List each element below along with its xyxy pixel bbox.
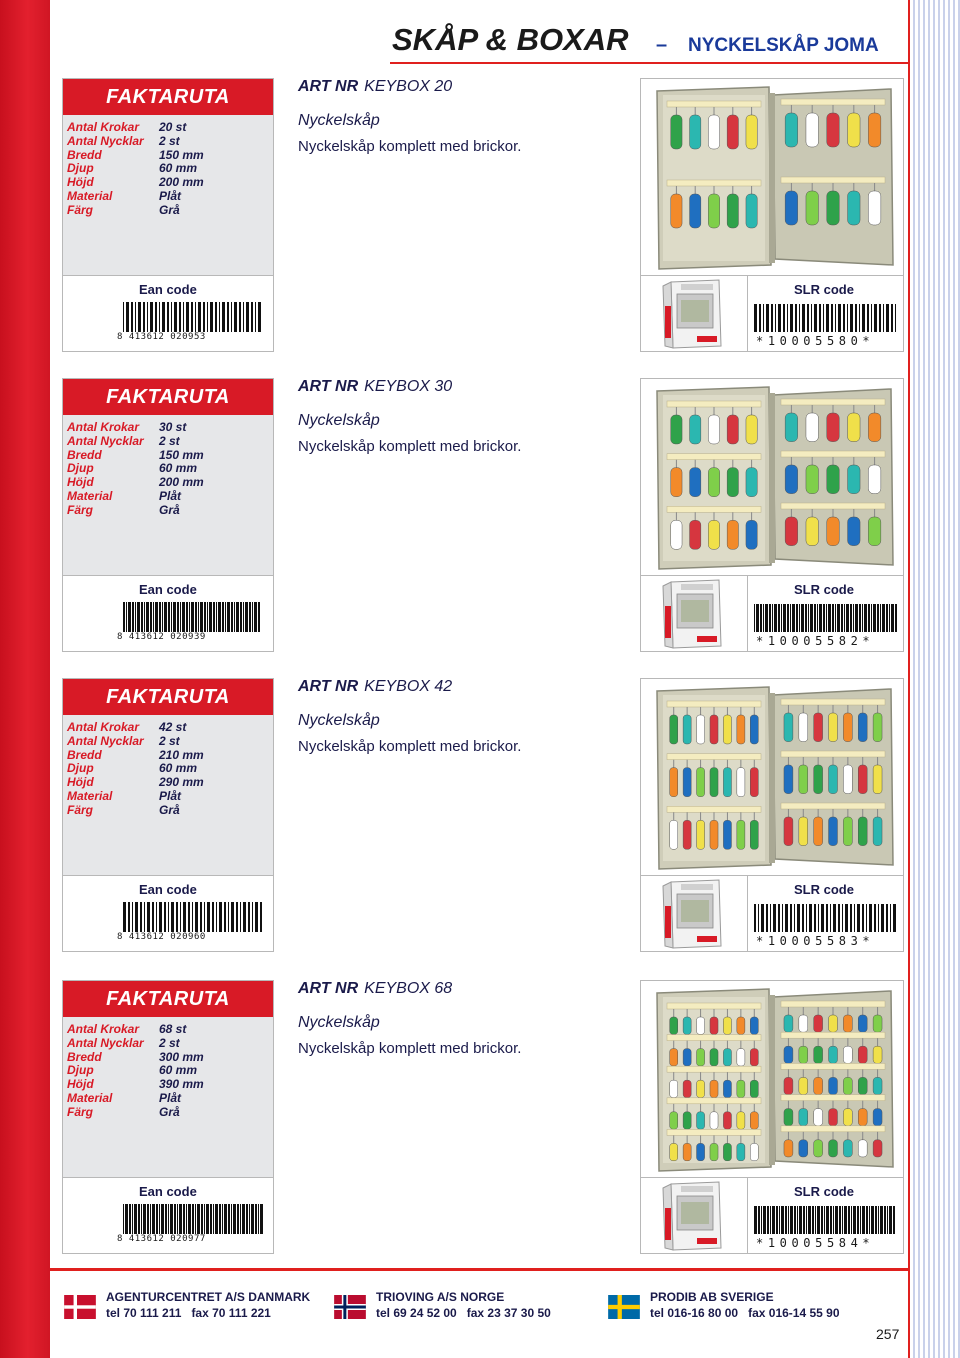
slr-code-box — [748, 576, 904, 652]
fact-value: 300 mm — [159, 1049, 204, 1064]
norway-flag-icon — [332, 1295, 368, 1319]
fact-value: 200 mm — [159, 475, 204, 490]
package-photo — [640, 576, 748, 652]
key-cabinet-image — [641, 379, 903, 575]
fact-value: 210 mm — [159, 747, 204, 762]
slr-code-label: SLR code — [794, 882, 854, 897]
fact-value: Grå — [159, 202, 180, 217]
footer-fax: fax 016-14 55 90 — [748, 1306, 840, 1320]
ean-code-label: Ean code — [139, 882, 197, 897]
slr-code-label: SLR code — [794, 282, 854, 297]
art-title: Nyckelskåp — [298, 112, 380, 129]
fact-label: Antal Krokar — [67, 720, 140, 734]
fact-row-krokar — [67, 421, 273, 435]
fact-row-nycklar — [67, 735, 273, 749]
product-section — [50, 378, 908, 678]
fact-label: Material — [67, 1090, 113, 1105]
fact-row-farg — [67, 804, 273, 818]
slr-code-digits: *10005584* — [756, 1236, 875, 1250]
fact-label: Antal Krokar — [67, 120, 140, 134]
package-box-image — [641, 576, 747, 650]
article-info — [298, 980, 638, 1057]
fact-label: Antal Nycklar — [67, 133, 144, 148]
fact-row-bredd — [67, 1051, 273, 1065]
key-cabinet-image — [641, 679, 903, 875]
slr-barcode-icon — [754, 904, 898, 932]
fact-rows — [63, 115, 273, 218]
fact-label: Bredd — [67, 447, 102, 462]
fact-row-nycklar — [67, 135, 273, 149]
fact-label: Antal Krokar — [67, 1022, 140, 1036]
fact-box-title: FAKTARUTA — [63, 79, 273, 115]
slr-barcode-icon — [754, 604, 898, 632]
fact-row-farg — [67, 204, 273, 218]
package-photo — [640, 1178, 748, 1254]
package-box-image — [641, 1178, 747, 1252]
fact-value: 150 mm — [159, 147, 204, 162]
fact-box-title: FAKTARUTA — [63, 379, 273, 415]
ean-code-digits: 8 413612 020977 — [117, 1234, 206, 1244]
fact-label: Antal Nycklar — [67, 433, 144, 448]
fact-label: Bredd — [67, 747, 102, 762]
fact-box — [62, 78, 274, 276]
art-description: Nyckelskåp komplett med brickor. — [298, 1040, 522, 1057]
fact-row-djup — [67, 1064, 273, 1078]
slr-code-label: SLR code — [794, 1184, 854, 1199]
ean-barcode-icon — [123, 1204, 263, 1236]
fact-row-djup — [67, 762, 273, 776]
art-description: Nyckelskåp komplett med brickor. — [298, 738, 522, 755]
slr-code-box — [748, 1178, 904, 1254]
footer-fax: fax 23 37 30 50 — [466, 1306, 551, 1320]
fact-box — [62, 378, 274, 576]
ean-barcode-icon — [123, 302, 263, 334]
fact-label: Färg — [67, 502, 94, 517]
fact-value: 60 mm — [159, 1063, 198, 1078]
ean-code-label: Ean code — [139, 582, 197, 597]
fact-label: Antal Nycklar — [67, 733, 144, 748]
slr-code-digits: *10005582* — [756, 634, 875, 648]
fact-value: Plåt — [159, 188, 182, 203]
footer — [50, 1285, 908, 1325]
fact-label: Material — [67, 488, 113, 503]
fact-label: Material — [67, 188, 113, 203]
footer-company: TRIOVING A/S NORGE — [376, 1290, 505, 1304]
fact-row-djup — [67, 462, 273, 476]
denmark-flag-icon — [62, 1295, 98, 1319]
fact-row-material — [67, 1092, 273, 1106]
fact-row-material — [67, 490, 273, 504]
fact-value: 2 st — [159, 1035, 180, 1050]
article-info — [298, 78, 638, 155]
fact-label: Djup — [67, 161, 94, 176]
fact-label: Färg — [67, 802, 94, 817]
fact-value: 68 st — [159, 1022, 187, 1036]
footer-phone: tel 70 111 211 — [106, 1306, 182, 1320]
slr-code-box — [748, 276, 904, 352]
footer-phone: tel 016-16 80 00 — [650, 1306, 739, 1320]
fact-value: Grå — [159, 802, 180, 817]
slr-code-digits: *10005583* — [756, 934, 875, 948]
slr-code-digits: *10005580* — [756, 334, 875, 348]
fact-value: 2 st — [159, 733, 180, 748]
footer-phone: tel 69 24 52 00 — [376, 1306, 457, 1320]
page-header — [50, 22, 908, 66]
fact-label: Antal Krokar — [67, 420, 140, 434]
footer-divider — [50, 1268, 908, 1271]
package-photo — [640, 276, 748, 352]
fact-row-material — [67, 790, 273, 804]
fact-label: Antal Nycklar — [67, 1035, 144, 1050]
left-red-strip — [0, 0, 50, 1358]
footer-norway — [332, 1285, 602, 1325]
article-info — [298, 378, 638, 455]
ean-code-box — [62, 576, 274, 652]
fact-value: 42 st — [159, 720, 187, 734]
key-cabinet-image — [641, 79, 903, 275]
fact-label: Höjd — [67, 775, 94, 790]
fact-row-krokar — [67, 721, 273, 735]
fact-label: Färg — [67, 202, 94, 217]
fact-value: 2 st — [159, 433, 180, 448]
art-model: KEYBOX 20 — [364, 78, 453, 95]
product-section — [50, 980, 908, 1280]
product-section — [50, 78, 908, 378]
ean-code-digits: 8 413612 020939 — [117, 632, 206, 642]
article-info — [298, 678, 638, 755]
ean-barcode-icon — [123, 902, 263, 934]
fact-label: Höjd — [67, 1077, 94, 1092]
fact-box-title: FAKTARUTA — [63, 679, 273, 715]
fact-label: Färg — [67, 1104, 94, 1119]
fact-value: 390 mm — [159, 1077, 204, 1092]
art-nr-label: ART NR — [298, 678, 359, 695]
fact-label: Höjd — [67, 475, 94, 490]
fact-label: Bredd — [67, 1049, 102, 1064]
footer-denmark — [62, 1285, 332, 1325]
fact-rows — [63, 715, 273, 818]
product-photo — [640, 980, 904, 1178]
fact-row-krokar — [67, 121, 273, 135]
art-nr-label: ART NR — [298, 378, 359, 395]
fact-value: Grå — [159, 1104, 180, 1119]
ean-code-digits: 8 413612 020960 — [117, 932, 206, 942]
fact-row-hojd — [67, 176, 273, 190]
fact-value: Plåt — [159, 1090, 182, 1105]
fact-row-bredd — [67, 149, 273, 163]
slr-code-box — [748, 876, 904, 952]
fact-row-krokar — [67, 1023, 273, 1037]
product-photo — [640, 78, 904, 276]
footer-company: PRODIB AB SVERIGE — [650, 1290, 774, 1304]
fact-box-title: FAKTARUTA — [63, 981, 273, 1017]
art-title: Nyckelskåp — [298, 1014, 380, 1031]
sweden-flag-icon — [606, 1295, 642, 1319]
package-photo — [640, 876, 748, 952]
fact-row-hojd — [67, 1078, 273, 1092]
fact-label: Djup — [67, 461, 94, 476]
package-box-image — [641, 276, 747, 350]
fact-value: 150 mm — [159, 447, 204, 462]
fact-row-bredd — [67, 749, 273, 763]
fact-rows — [63, 415, 273, 518]
header-divider — [390, 62, 908, 64]
page-title: SKÅP & BOXAR — [392, 22, 629, 57]
footer-sweden — [606, 1285, 896, 1325]
ean-code-label: Ean code — [139, 1184, 197, 1199]
fact-value: 290 mm — [159, 775, 204, 790]
page-subtitle: NYCKELSKÅP JOMA — [688, 35, 879, 56]
fact-box — [62, 980, 274, 1178]
fact-row-nycklar — [67, 1037, 273, 1051]
fact-rows — [63, 1017, 273, 1120]
product-photo — [640, 378, 904, 576]
product-section — [50, 678, 908, 978]
art-description: Nyckelskåp komplett med brickor. — [298, 138, 522, 155]
key-cabinet-image — [641, 981, 903, 1177]
ean-code-box — [62, 1178, 274, 1254]
art-nr-label: ART NR — [298, 78, 359, 95]
slr-barcode-icon — [754, 1206, 898, 1234]
art-nr-label: ART NR — [298, 980, 359, 997]
fact-row-djup — [67, 162, 273, 176]
art-model: KEYBOX 42 — [364, 678, 453, 695]
fact-row-nycklar — [67, 435, 273, 449]
fact-row-farg — [67, 1106, 273, 1120]
fact-value: Grå — [159, 502, 180, 517]
fact-label: Material — [67, 788, 113, 803]
art-description: Nyckelskåp komplett med brickor. — [298, 438, 522, 455]
fact-value: 60 mm — [159, 761, 198, 776]
fact-label: Bredd — [67, 147, 102, 162]
art-title: Nyckelskåp — [298, 412, 380, 429]
fact-row-material — [67, 190, 273, 204]
fact-value: Plåt — [159, 488, 182, 503]
fact-row-farg — [67, 504, 273, 518]
slr-code-label: SLR code — [794, 582, 854, 597]
ean-code-label: Ean code — [139, 282, 197, 297]
fact-value: 30 st — [159, 420, 187, 434]
fact-label: Djup — [67, 761, 94, 776]
slr-barcode-icon — [754, 304, 898, 332]
ean-code-box — [62, 276, 274, 352]
ean-barcode-icon — [123, 602, 263, 634]
art-model: KEYBOX 68 — [364, 980, 453, 997]
footer-company: AGENTURCENTRET A/S DANMARK — [106, 1290, 311, 1304]
ean-code-digits: 8 413612 020953 — [117, 332, 206, 342]
fact-row-bredd — [67, 449, 273, 463]
footer-fax: fax 70 111 221 — [191, 1306, 271, 1320]
ean-code-box — [62, 876, 274, 952]
page-content — [50, 0, 910, 1358]
package-box-image — [641, 876, 747, 950]
fact-value: 60 mm — [159, 461, 198, 476]
fact-value: 60 mm — [159, 161, 198, 176]
header-dash: – — [656, 34, 668, 56]
fact-row-hojd — [67, 776, 273, 790]
fact-value: Plåt — [159, 788, 182, 803]
page-number: 257 — [876, 1326, 900, 1342]
fact-label: Djup — [67, 1063, 94, 1078]
product-photo — [640, 678, 904, 876]
fact-value: 20 st — [159, 120, 187, 134]
fact-row-hojd — [67, 476, 273, 490]
fact-value: 2 st — [159, 133, 180, 148]
art-model: KEYBOX 30 — [364, 378, 453, 395]
fact-box — [62, 678, 274, 876]
art-title: Nyckelskåp — [298, 712, 380, 729]
fact-value: 200 mm — [159, 175, 204, 190]
fact-label: Höjd — [67, 175, 94, 190]
